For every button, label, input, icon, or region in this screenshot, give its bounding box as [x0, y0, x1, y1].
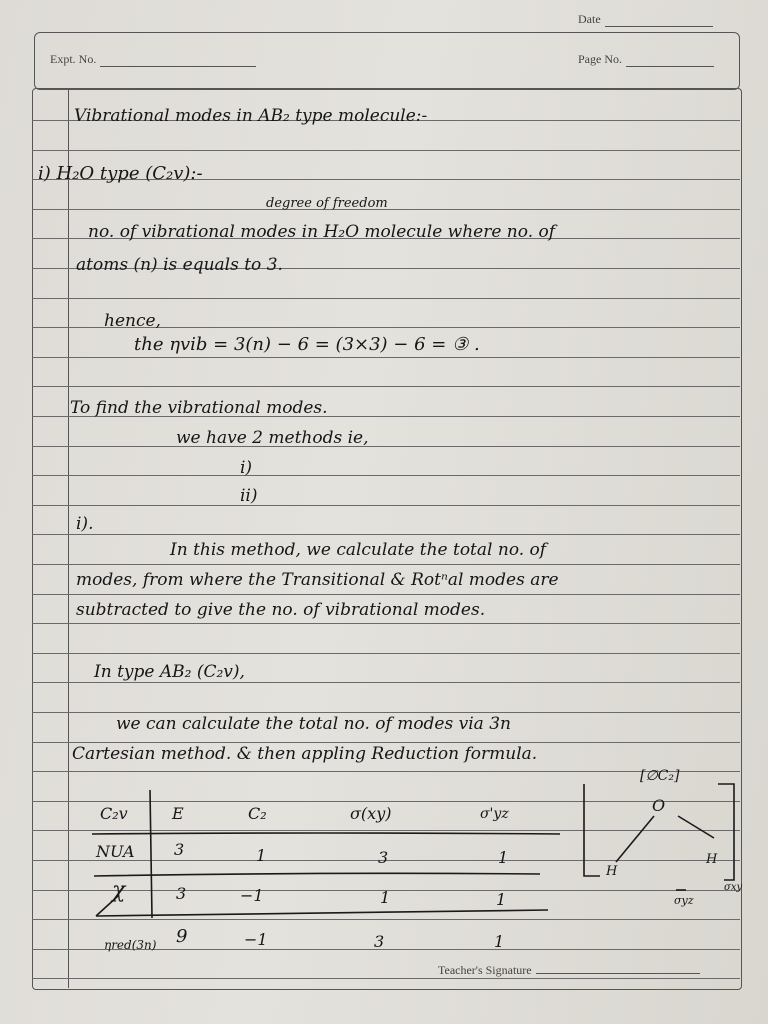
hence-text: hence, — [104, 311, 161, 331]
section-i-heading: i) H₂O type (C₂v):- — [38, 163, 203, 184]
table-cell: 3 — [374, 932, 385, 951]
annotation-dof: degree of freedom — [266, 196, 388, 211]
table-cell: −1 — [244, 930, 268, 949]
para2-line1: In this method, we calculate the total no. of — [170, 540, 547, 560]
date-label: Date — [578, 12, 601, 26]
atom-h-left: H — [606, 864, 618, 879]
molecule-sketch — [578, 768, 743, 926]
method-1: i) — [240, 458, 253, 478]
teacher-signature-field — [438, 963, 700, 978]
table-row-label-red: ηred(3n) — [104, 938, 157, 952]
atom-o: O — [652, 796, 666, 815]
table-header-c2: C₂ — [248, 804, 267, 823]
table-cell: 1 — [498, 848, 509, 867]
para3-text: In type AB₂ (C₂v), — [94, 662, 245, 682]
table-header-e: E — [172, 804, 184, 823]
formula-text: the ηvib = 3(n) − 6 = (3×3) − 6 = ③ . — [134, 334, 480, 355]
table-header-sxy: σ(xy) — [350, 804, 392, 823]
table-cell: 3 — [176, 884, 187, 903]
para4-line1: we can calculate the total no. of modes via 3n — [116, 714, 511, 734]
table-vertical-rule — [150, 790, 152, 918]
find-text: To find the vibrational modes. — [70, 398, 328, 418]
methods-text: we have 2 methods ie, — [176, 428, 369, 448]
signature-label: Teacher's Signature — [438, 963, 532, 977]
table-header-syz: σ'yz — [480, 806, 509, 822]
para4-line2: Cartesian method. & then appling Reduction formula. — [72, 744, 538, 764]
plane-label-yz: σyz — [674, 894, 694, 907]
para2-line3: subtracted to give the no. of vibrational modes. — [76, 600, 486, 620]
section-i-marker: i). — [76, 514, 94, 534]
expt-label: Expt. No. — [50, 52, 97, 66]
table-row-rule — [94, 873, 540, 876]
notes-title: Vibrational modes in AB₂ type molecule:- — [74, 106, 428, 126]
table-row-label-nua: NUA — [96, 842, 135, 861]
table-cell: 1 — [256, 846, 267, 865]
bond-left — [616, 816, 654, 862]
table-cell: 9 — [176, 926, 188, 947]
plane-label-xy: σxy — [724, 882, 743, 893]
table-header-rule — [92, 833, 560, 834]
para2-line2: modes, from where the Transitional & Rotⁿal modes are — [76, 570, 559, 590]
chi-underline-stroke — [96, 896, 118, 916]
table-cell: 3 — [174, 840, 185, 859]
atom-h-right: H — [706, 852, 718, 867]
bracket-left — [584, 784, 600, 876]
table-cell: 1 — [380, 888, 391, 907]
method-2: ii) — [240, 486, 258, 506]
para1-line1: no. of vibrational modes in H₂O molecule where no. of — [88, 222, 556, 242]
table-row-label-chi: χ — [112, 878, 126, 903]
table-header-c2v: C₂v — [100, 804, 128, 823]
bond-right — [678, 816, 714, 838]
table-bottom-rule — [96, 910, 548, 916]
page-label: Page No. — [578, 52, 622, 66]
table-cell: −1 — [240, 886, 264, 905]
table-cell: 1 — [496, 890, 507, 909]
signature-line — [536, 973, 700, 974]
structure-label: [∅C₂] — [640, 768, 680, 784]
bracket-right — [718, 784, 734, 880]
para1-line2: atoms (n) is equals to 3. — [76, 255, 283, 275]
table-cell: 1 — [494, 932, 505, 951]
table-cell: 3 — [378, 848, 389, 867]
